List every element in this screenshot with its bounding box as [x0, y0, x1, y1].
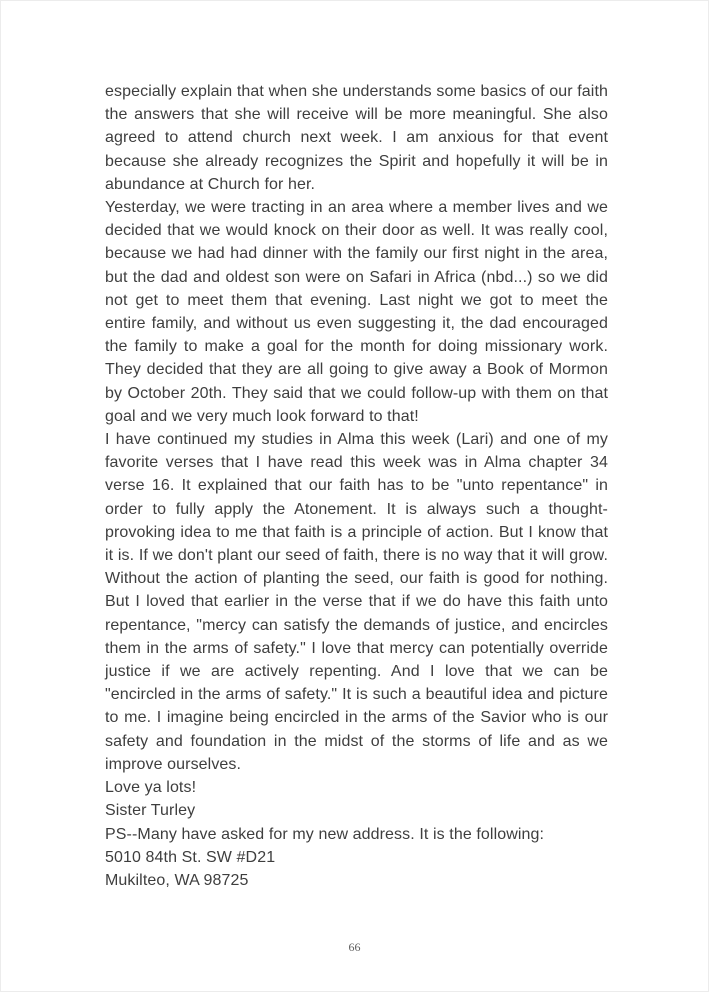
paragraph-faith-basics: especially explain that when she understands some basics of our faith the answers that she will receive will be more meaningful. She also agreed to attend church next week. I am anxious for that event because she already recognizes the Spirit and hopefully it will be in abundance at Church for her.: [105, 83, 608, 193]
page-number: 66: [348, 940, 361, 954]
closing-salutation: Love ya lots!: [105, 779, 197, 797]
address-line-2: Mukilteo, WA 98725: [105, 871, 249, 889]
address-line-1: 5010 84th St. SW #D21: [105, 848, 276, 866]
page-content: [105, 80, 608, 892]
postscript: PS--Many have asked for my new address. It is the following:: [105, 825, 545, 843]
paragraph-tracting-story: Yesterday, we were tracting in an area where a member lives and we decided that we would knock on their door as well. It was really cool, because we had had dinner with the family our first night in the area, but the dad and oldest son were on Safari in Africa (nbd...) so we did not get to meet them that evening. Last night we got to meet the entire family, and without us even suggesting it, the dad encouraged the family to make a goal for the month for doing missionary work. They decided that they are all going to give away a Book of Mormon by October 20th. They said that we could follow-up with them on that goal and we very much look forward to that!: [105, 199, 608, 425]
paragraph-alma-study: I have continued my studies in Alma this week (Lari) and one of my favorite verses that I have read this week was in Alma chapter 34 verse 16. It explained that our faith has to be "unto repentance" in order to fully apply the Atonement. It is always such a thought-provoking idea to me that faith is a principle of action. But I know that it is. If we don't plant our seed of faith, there is no way that it will grow. Without the action of planting the seed, our faith is good for nothing. But I loved that earlier in the verse that if we do have this faith unto repentance, "mercy can satisfy the demands of justice, and encircles them in the arms of safety." I love that mercy can potentially override justice if we are actively repenting. And I love that we can be "encircled in the arms of safety." It is such a beautiful idea and picture to me. I imagine being encircled in the arms of the Savior who is our safety and foundation in the midst of the storms of life and as we improve ourselves.: [105, 431, 608, 773]
signature: Sister Turley: [105, 802, 196, 820]
